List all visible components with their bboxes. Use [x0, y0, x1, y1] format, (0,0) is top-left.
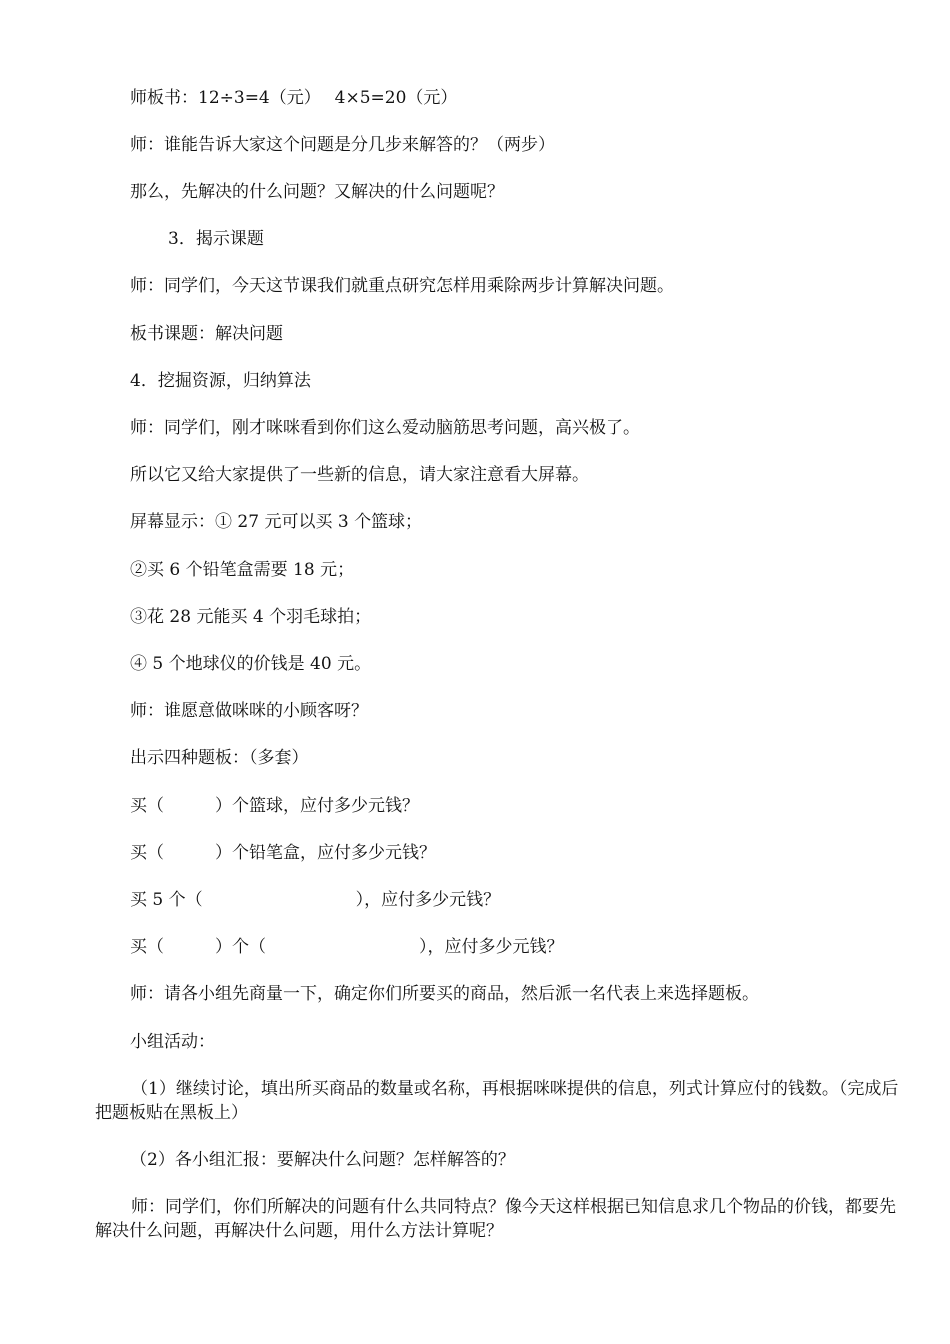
- paragraph-customer-question: 师：谁愿意做咪咪的小顾客呀？: [130, 701, 368, 721]
- board-question-4: 买（ ）个（ ），应付多少元钱？: [130, 937, 564, 957]
- paragraph-teacher-summary-question: 师：同学们，你们所解决的问题有什么共同特点？像今天这样根据已知信息求几个物品的价钱，都要先解决什么问题，再解决什么问题，用什么方法计算呢？: [95, 1197, 896, 1241]
- paragraph-show-boards: 出示四种题板：（多套）: [130, 748, 309, 768]
- paragraph-new-info: 所以它又给大家提供了一些新的信息，请大家注意看大屏幕。: [130, 465, 589, 485]
- section-heading-4: 4．挖掘资源，归纳算法: [130, 371, 311, 391]
- paragraph-activity-step-2: （2）各小组汇报：要解决什么问题？怎样解答的？: [130, 1150, 515, 1170]
- paragraph-activity-step-1: （1）继续讨论，填出所买商品的数量或名称，再根据咪咪提供的信息，列式计算应付的钱数。（完成后把题板贴在黑板上）: [95, 1079, 899, 1123]
- paragraph-board-writing: 师板书：12÷3=4（元） 4×5=20（元）: [130, 88, 458, 108]
- board-question-3: 买 5 个（ ），应付多少元钱？: [130, 890, 501, 910]
- paragraph-group-instruction: 师：请各小组先商量一下，确定你们所要买的商品，然后派一名代表上来选择题板。: [130, 984, 759, 1004]
- paragraph-follow-up-question: 那么，先解决的什么问题？又解决的什么问题呢？: [130, 182, 504, 202]
- paragraph-board-title: 板书课题：解决问题: [130, 324, 283, 344]
- paragraph-group-activity: 小组活动：: [130, 1032, 215, 1052]
- paragraph-teacher-question-steps: 师：谁能告诉大家这个问题是分几步来解答的？（两步）: [130, 135, 555, 155]
- section-heading-3: 3．揭示课题: [168, 229, 264, 249]
- paragraph-teacher-praise: 师：同学们，刚才咪咪看到你们这么爱动脑筋思考问题，高兴极了。: [130, 418, 640, 438]
- info-item-2: ②买 6 个铅笔盒需要 18 元；: [130, 560, 355, 580]
- info-item-3: ③花 28 元能买 4 个羽毛球拍；: [130, 607, 372, 627]
- info-item-1: 屏幕显示：① 27 元可以买 3 个篮球；: [130, 512, 423, 532]
- info-item-4: ④ 5 个地球仪的价钱是 40 元。: [130, 654, 372, 674]
- board-question-1: 买（ ）个篮球，应付多少元钱？: [130, 796, 419, 816]
- paragraph-teacher-intro-topic: 师：同学们，今天这节课我们就重点研究怎样用乘除两步计算解决问题。: [130, 276, 674, 296]
- board-question-2: 买（ ）个铅笔盒，应付多少元钱？: [130, 843, 436, 863]
